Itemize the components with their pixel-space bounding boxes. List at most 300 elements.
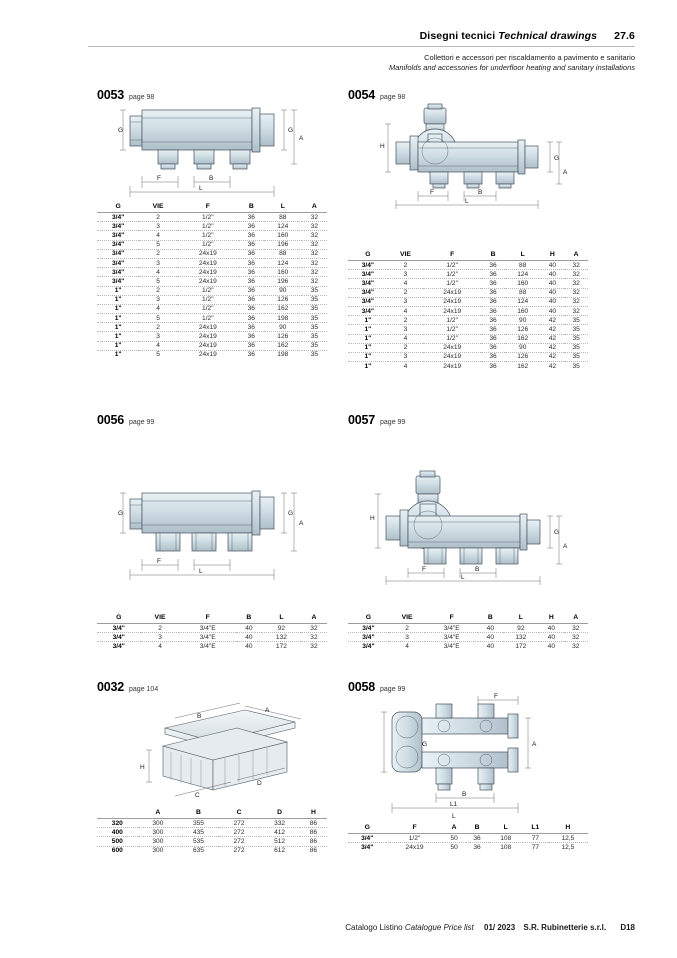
cell-l: 160: [505, 306, 541, 315]
table-0056-body: [97, 624, 327, 651]
dim-label-L: L: [461, 574, 465, 581]
cell-vie: 5: [139, 314, 177, 323]
cell-a: 35: [302, 323, 327, 332]
th-G: G: [97, 202, 139, 213]
block-0053-heading: [97, 88, 154, 102]
cell-d: 332: [259, 819, 300, 828]
cell-f: 3/4"E: [199, 642, 216, 650]
cell-vie: 3: [139, 222, 177, 231]
dim-label-H: H: [380, 143, 385, 150]
th-G: G: [348, 250, 388, 261]
table-row: [97, 286, 327, 295]
th-size: [97, 808, 138, 819]
dim-label-B: B: [475, 566, 480, 573]
cell-l: 90: [505, 316, 541, 325]
dim-label-G: G: [422, 741, 428, 748]
cell-h: 86: [300, 819, 327, 828]
cell-vie: 4: [139, 304, 177, 313]
cell-f: 1/2": [177, 286, 239, 295]
cell-a: 50: [443, 834, 466, 843]
cell-a: 32: [564, 624, 588, 633]
cell-l: 126: [264, 295, 302, 304]
page-ref-0053: page 98: [129, 94, 155, 101]
cell-g: 3/4": [348, 633, 389, 642]
cell-f: 24x19: [177, 323, 239, 332]
cell-vie: 2: [139, 249, 177, 258]
cell-g: 3/4": [348, 297, 388, 306]
drawing-0053: [118, 104, 308, 199]
cell-b: 36: [239, 314, 264, 323]
cell-f: 1/2": [423, 334, 481, 343]
cell-l1: 77: [531, 843, 540, 851]
cell-b: 36: [466, 834, 489, 843]
cell-a: 32: [302, 231, 327, 240]
cell-b: 36: [473, 843, 481, 851]
cell-a: 35: [302, 286, 327, 295]
cell-g: 3/4": [97, 222, 139, 231]
th-L: L: [503, 613, 540, 624]
table-row: [348, 334, 588, 343]
cell-f: 24x19: [177, 341, 239, 350]
cell-h: 40: [541, 270, 565, 279]
page-subtitle: [389, 53, 635, 73]
cell-vie: 3: [141, 633, 180, 642]
cell-d: 612: [274, 847, 286, 855]
cell-g: 3/4": [362, 642, 375, 650]
cell-h: 40: [541, 297, 565, 306]
cell-f: 24x19: [177, 277, 239, 286]
cell-b: 435: [178, 828, 219, 837]
dim-label-G-right: G: [554, 529, 560, 536]
cell-vie: 5: [139, 240, 177, 249]
page-ref-0032: page 104: [129, 686, 159, 693]
dim-label-H: H: [370, 515, 375, 522]
table-row: [348, 325, 588, 334]
table-0058-wrap: [348, 823, 588, 851]
cell-vie: 2: [139, 213, 177, 222]
cell-h: 42: [541, 334, 565, 343]
cell-f: 1/2": [177, 240, 239, 249]
cell-g: 1": [348, 334, 388, 343]
cell-b: 36: [481, 352, 505, 361]
table-row: [348, 624, 588, 633]
cell-a: 35: [302, 304, 327, 313]
cell-f: 1/2": [423, 316, 481, 325]
table-0056-header-row: [97, 613, 327, 624]
table-0057: [348, 613, 588, 651]
th-A: A: [302, 202, 327, 213]
footer-edition: 01/ 2023: [484, 923, 516, 932]
cell-f: 24x19: [423, 297, 481, 306]
table-0058-header-row: [348, 823, 588, 834]
cell-vie: 2: [141, 624, 180, 633]
cell-l: 124: [505, 270, 541, 279]
cell-g: 1": [97, 286, 139, 295]
cell-f: 24x19: [177, 268, 239, 277]
cell-a: 35: [302, 314, 327, 323]
cell-b: 36: [481, 306, 505, 315]
table-0056: [97, 613, 327, 651]
cell-l: 198: [264, 314, 302, 323]
product-code-0057: 0057: [348, 413, 376, 427]
cell-f: 3/4"E: [425, 624, 478, 633]
cell-g: 3/4": [97, 268, 139, 277]
cell-g: 1": [97, 295, 139, 304]
dim-label-F: F: [157, 558, 161, 565]
th-G: G: [348, 823, 386, 834]
cell-a: 32: [302, 222, 327, 231]
drawing-0032: [135, 700, 320, 805]
product-code-0032: 0032: [97, 680, 125, 694]
table-row: [348, 316, 588, 325]
cell-h: 12,5: [548, 834, 588, 843]
cell-vie: 4: [158, 642, 162, 650]
th-L: L: [262, 613, 301, 624]
cell-f: 1/2": [177, 295, 239, 304]
dim-label-B: B: [478, 189, 483, 196]
table-0053-body: [97, 213, 327, 360]
cell-g: 1": [348, 343, 388, 352]
dim-label-A: A: [563, 169, 568, 176]
cell-a: 32: [302, 249, 327, 258]
cell-b: 36: [481, 316, 505, 325]
cell-g: 3/4": [361, 843, 374, 851]
cell-l: 90: [505, 343, 541, 352]
cell-a: 35: [564, 325, 588, 334]
cell-g: 1": [97, 323, 139, 332]
table-row: [97, 819, 327, 828]
table-0054-wrap: [348, 250, 588, 370]
dim-label-B: B: [462, 791, 467, 798]
cell-b: 36: [239, 268, 264, 277]
cell-b: 40: [236, 633, 262, 642]
cell-h: 40: [541, 279, 565, 288]
th-H: H: [300, 808, 327, 819]
cell-l: 124: [264, 222, 302, 231]
cell-b: 36: [489, 362, 497, 370]
cell-a: 300: [152, 847, 164, 855]
dim-label-H: H: [140, 764, 145, 771]
header-title: [88, 30, 635, 42]
th-A: A: [564, 613, 588, 624]
cell-a: 50: [450, 843, 458, 851]
th-B: B: [236, 613, 262, 624]
cell-b: 36: [481, 270, 505, 279]
cell-vie: 5: [139, 277, 177, 286]
th-B: B: [466, 823, 489, 834]
cell-g: 3/4": [97, 249, 139, 258]
page-ref-0054: page 98: [380, 94, 406, 101]
th-H: H: [548, 823, 588, 834]
product-code-0054: 0054: [348, 88, 376, 102]
dim-label-L1: L1: [450, 801, 458, 808]
cell-l: 124: [264, 258, 302, 267]
cell-l: 88: [264, 213, 302, 222]
cell-l: 108: [489, 834, 523, 843]
cell-c: 272: [219, 837, 260, 846]
cell-g: 1": [364, 362, 372, 370]
th-F: F: [179, 613, 235, 624]
dim-label-D: D: [257, 780, 262, 787]
cell-g: 3/4": [348, 306, 388, 315]
block-0032-heading: [97, 680, 158, 694]
cell-size: 400: [97, 828, 138, 837]
header-title-it: Disegni tecnici: [419, 30, 496, 42]
cell-l: 132: [503, 633, 540, 642]
cell-a: 35: [564, 343, 588, 352]
cell-vie: 4: [403, 362, 408, 370]
cell-vie: 2: [388, 288, 423, 297]
cell-l: 126: [264, 332, 302, 341]
cell-f: 1/2": [423, 270, 481, 279]
cell-b: 36: [239, 213, 264, 222]
th-L1: L1: [523, 823, 548, 834]
cell-h: 86: [309, 847, 318, 855]
cell-vie: 4: [139, 268, 177, 277]
cell-l: 162: [264, 304, 302, 313]
cell-vie: 2: [388, 261, 423, 270]
table-row: [97, 332, 327, 341]
cell-b: 40: [245, 642, 253, 650]
cell-l: 126: [505, 352, 541, 361]
table-0058-body: [348, 834, 588, 852]
cell-a: 32: [564, 633, 588, 642]
cell-b: 535: [178, 837, 219, 846]
cell-b: 36: [481, 288, 505, 297]
th-VIE: VIE: [389, 613, 425, 624]
cell-f: 1/2": [177, 304, 239, 313]
table-row: [348, 343, 588, 352]
th-G: G: [97, 613, 141, 624]
table-row: [97, 231, 327, 240]
cell-a: 35: [564, 334, 588, 343]
table-row: [348, 279, 588, 288]
dim-label-A: A: [532, 741, 537, 748]
cell-a: 300: [138, 837, 179, 846]
cell-l: 162: [517, 362, 529, 370]
cell-l: 162: [264, 341, 302, 350]
cell-b: 36: [481, 261, 505, 270]
cell-g: 1": [348, 352, 388, 361]
cell-f: 3/4"E: [425, 633, 478, 642]
table-0032-wrap: [97, 808, 327, 855]
table-0057-wrap: [348, 613, 588, 651]
cell-l: 88: [505, 261, 541, 270]
cell-b: 36: [239, 249, 264, 258]
cell-b: 36: [239, 295, 264, 304]
cell-f: 1/2": [177, 213, 239, 222]
table-row: [348, 362, 588, 371]
cell-d: 412: [259, 828, 300, 837]
table-row: [97, 222, 327, 231]
cell-b: 36: [239, 332, 264, 341]
cell-vie: 3: [388, 352, 423, 361]
cell-b: 36: [239, 277, 264, 286]
cell-h: 42: [541, 325, 565, 334]
drawing-0054: [368, 104, 568, 209]
table-0054-body: [348, 261, 588, 371]
dim-label-L: L: [199, 185, 203, 192]
cell-l: 92: [503, 624, 540, 633]
dim-label-G-left: G: [118, 510, 124, 517]
cell-size: 600: [111, 847, 123, 855]
cell-f: 3/4"E: [179, 633, 235, 642]
cell-b: 36: [481, 279, 505, 288]
cell-g: 3/4": [112, 642, 125, 650]
cell-b: 36: [239, 258, 264, 267]
cell-b: 36: [481, 334, 505, 343]
table-row: [348, 352, 588, 361]
table-row: [97, 295, 327, 304]
cell-vie: 2: [139, 286, 177, 295]
cell-b: 36: [239, 222, 264, 231]
dim-label-F: F: [157, 175, 161, 182]
cell-vie: 4: [139, 341, 177, 350]
cell-l: 172: [275, 642, 287, 650]
cell-l: 90: [264, 286, 302, 295]
cell-g: 3/4": [348, 288, 388, 297]
drawing-0056: [118, 487, 308, 582]
table-0032-body: [97, 819, 327, 855]
cell-g: 3/4": [348, 261, 388, 270]
cell-d: 512: [259, 837, 300, 846]
subtitle-it: Collettori e accessori per riscaldamento a pavimento e sanitario: [424, 53, 635, 62]
cell-size: 500: [97, 837, 138, 846]
cell-c: 272: [233, 847, 245, 855]
cell-f: 24x19: [423, 352, 481, 361]
cell-l: 88: [505, 288, 541, 297]
cell-f: 24x19: [443, 362, 462, 370]
footer-catalog-en: Catalogue Price list: [404, 923, 474, 932]
cell-vie: 2: [389, 624, 425, 633]
cell-a: 32: [302, 277, 327, 286]
table-row: [97, 258, 327, 267]
cell-size: 320: [97, 819, 138, 828]
th-L: L: [489, 823, 523, 834]
th-VIE: VIE: [388, 250, 423, 261]
cell-a: 300: [138, 819, 179, 828]
cell-l: 198: [277, 351, 289, 359]
th-VIE: VIE: [141, 613, 180, 624]
table-row: [97, 846, 327, 855]
cell-h: 42: [541, 316, 565, 325]
page-footer: [0, 923, 635, 932]
cell-g: 3/4": [97, 624, 141, 633]
cell-b: 36: [239, 286, 264, 295]
th-C: C: [219, 808, 260, 819]
th-L: L: [505, 250, 541, 261]
cell-a: 32: [564, 270, 588, 279]
cell-f: 24x19: [423, 343, 481, 352]
cell-b: 36: [239, 304, 264, 313]
cell-b: 355: [178, 819, 219, 828]
th-B: B: [239, 202, 264, 213]
th-H: H: [539, 613, 563, 624]
table-row: [97, 341, 327, 350]
cell-g: 1": [348, 316, 388, 325]
table-0054: [348, 250, 588, 370]
cell-a: 32: [564, 306, 588, 315]
cell-f: 3/4"E: [179, 624, 235, 633]
cell-g: 3/4": [348, 279, 388, 288]
cell-g: 1": [97, 304, 139, 313]
cell-a: 32: [572, 642, 580, 650]
cell-vie: 3: [139, 332, 177, 341]
th-B: B: [481, 250, 505, 261]
table-row: [348, 288, 588, 297]
th-A: A: [138, 808, 179, 819]
cell-h: 42: [548, 362, 557, 370]
cell-l: 160: [264, 231, 302, 240]
table-row: [97, 268, 327, 277]
dim-label-L: L: [465, 198, 469, 205]
page-ref-0056: page 99: [129, 419, 155, 426]
dim-label-G-right: G: [554, 155, 560, 162]
cell-a: 35: [572, 362, 580, 370]
cell-g: 3/4": [97, 240, 139, 249]
cell-a: 32: [564, 279, 588, 288]
table-row: [97, 240, 327, 249]
table-row: [97, 304, 327, 313]
header-divider: [88, 46, 635, 47]
cell-g: 3/4": [97, 633, 141, 642]
cell-vie: 3: [388, 297, 423, 306]
cell-b: 36: [239, 231, 264, 240]
cell-f: 1/2": [177, 231, 239, 240]
table-0058: [348, 823, 588, 851]
footer-company: S.R. Rubinetterie s.r.l.: [523, 923, 607, 932]
table-0053-wrap: [97, 202, 327, 359]
dim-label-B: B: [209, 175, 214, 182]
cell-vie: 4: [388, 279, 423, 288]
cell-vie: 3: [139, 258, 177, 267]
cell-g: 3/4": [348, 624, 389, 633]
dim-label-B: B: [197, 713, 202, 720]
subtitle-en: Manifolds and accessories for underfloor heating and sanitary installations: [389, 63, 635, 72]
product-code-0056: 0056: [97, 413, 125, 427]
cell-g: 1": [97, 332, 139, 341]
table-row: [348, 306, 588, 315]
cell-h: 12,5: [561, 843, 575, 851]
cell-vie: 4: [405, 642, 409, 650]
cell-vie: 3: [389, 633, 425, 642]
table-row: [97, 277, 327, 286]
cell-vie: 3: [388, 270, 423, 279]
table-row: [97, 633, 327, 642]
block-0054-heading: [348, 88, 405, 102]
cell-l1: 77: [523, 834, 548, 843]
cell-a: 35: [564, 316, 588, 325]
cell-l: 172: [515, 642, 527, 650]
cell-vie: 2: [139, 323, 177, 332]
table-0053-header-row: [97, 202, 327, 213]
cell-l: 196: [264, 240, 302, 249]
product-code-0053: 0053: [97, 88, 125, 102]
dim-label-G-right: G: [288, 510, 294, 517]
cell-vie: 3: [139, 295, 177, 304]
cell-f: 24x19: [177, 249, 239, 258]
cell-f: 1/2": [423, 279, 481, 288]
table-row: [97, 213, 327, 222]
table-row: [348, 642, 588, 651]
block-0057-heading: [348, 413, 405, 427]
cell-a: 32: [302, 268, 327, 277]
table-0054-header-row: [348, 250, 588, 261]
cell-g: 3/4": [97, 258, 139, 267]
cell-f: 24x19: [177, 332, 239, 341]
dim-label-A: A: [563, 543, 568, 550]
cell-f: 1/2": [423, 325, 481, 334]
